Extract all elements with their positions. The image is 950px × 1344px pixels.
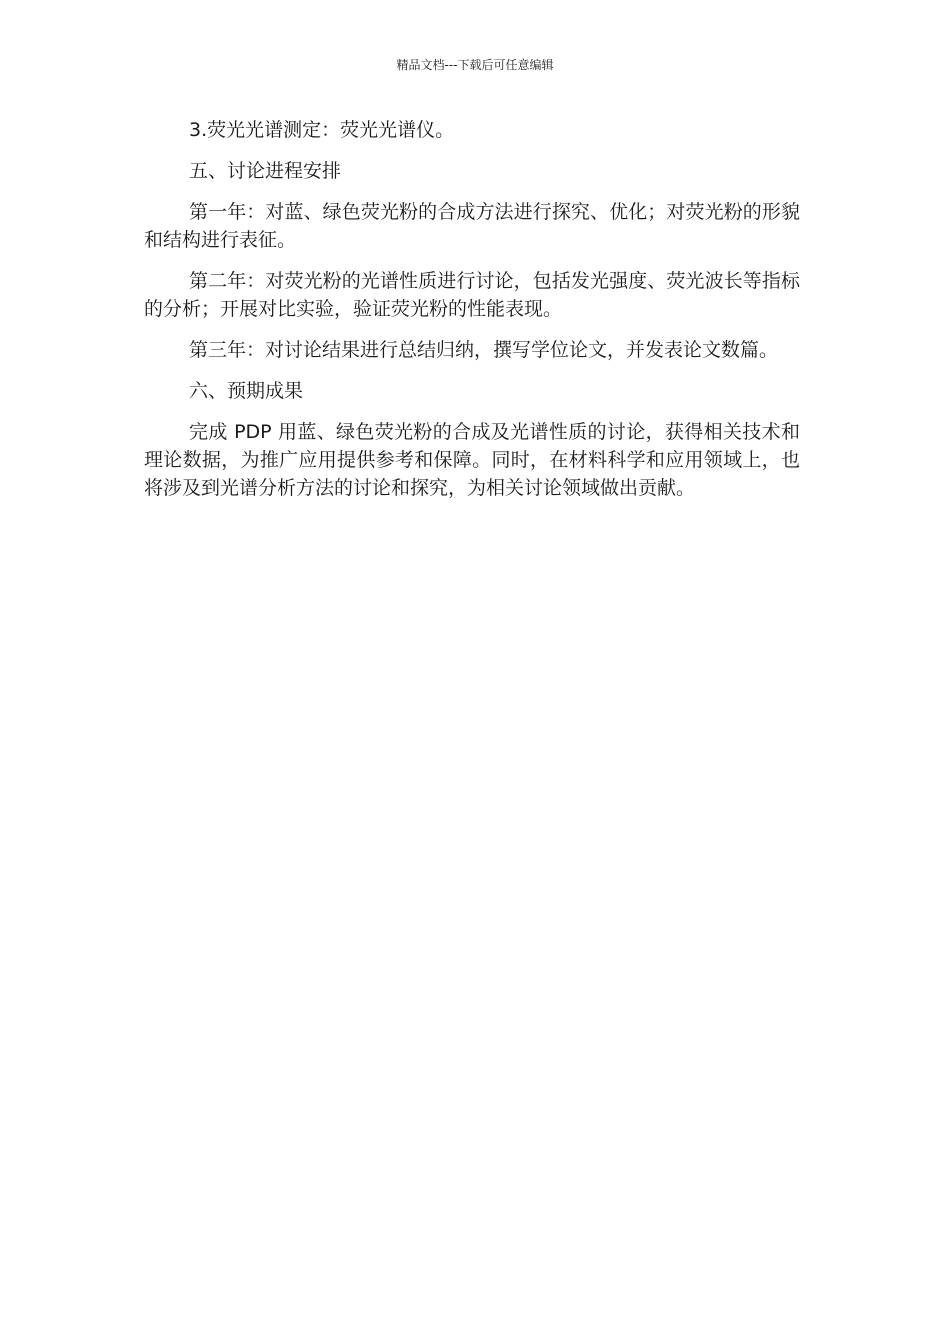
- schedule-year-one: 第一年：对蓝、绿色荧光粉的合成方法进行探究、优化；对荧光粉的形貌和结构进行表征。: [144, 201, 800, 251]
- section-heading-schedule: 五、讨论进程安排: [189, 160, 342, 182]
- schedule-year-two: 第二年：对荧光粉的光谱性质进行讨论，包括发光强度、荧光波长等指标的分析；开展对比实验，验证荧光粉的性能表现。: [144, 270, 800, 320]
- section-heading-expected-results: 六、预期成果: [189, 380, 304, 402]
- item-spectrum-measurement: 3.荧光光谱测定：荧光光谱仪。: [189, 119, 455, 141]
- page-header: 精品文档---下载后可任意编辑: [396, 58, 554, 72]
- schedule-year-three: 第三年：对讨论结果进行总结归纳，撰写学位论文，并发表论文数篇。: [189, 339, 779, 361]
- expected-results-text: 完成 PDP 用蓝、绿色荧光粉的合成及光谱性质的讨论，获得相关技术和理论数据，为推广应用提供参考和保障。同时，在材料科学和应用领域上，也将涉及到光谱分析方法的讨论和探究，为相关讨论领域做出贡献。: [144, 421, 800, 499]
- document-body: [144, 116, 800, 515]
